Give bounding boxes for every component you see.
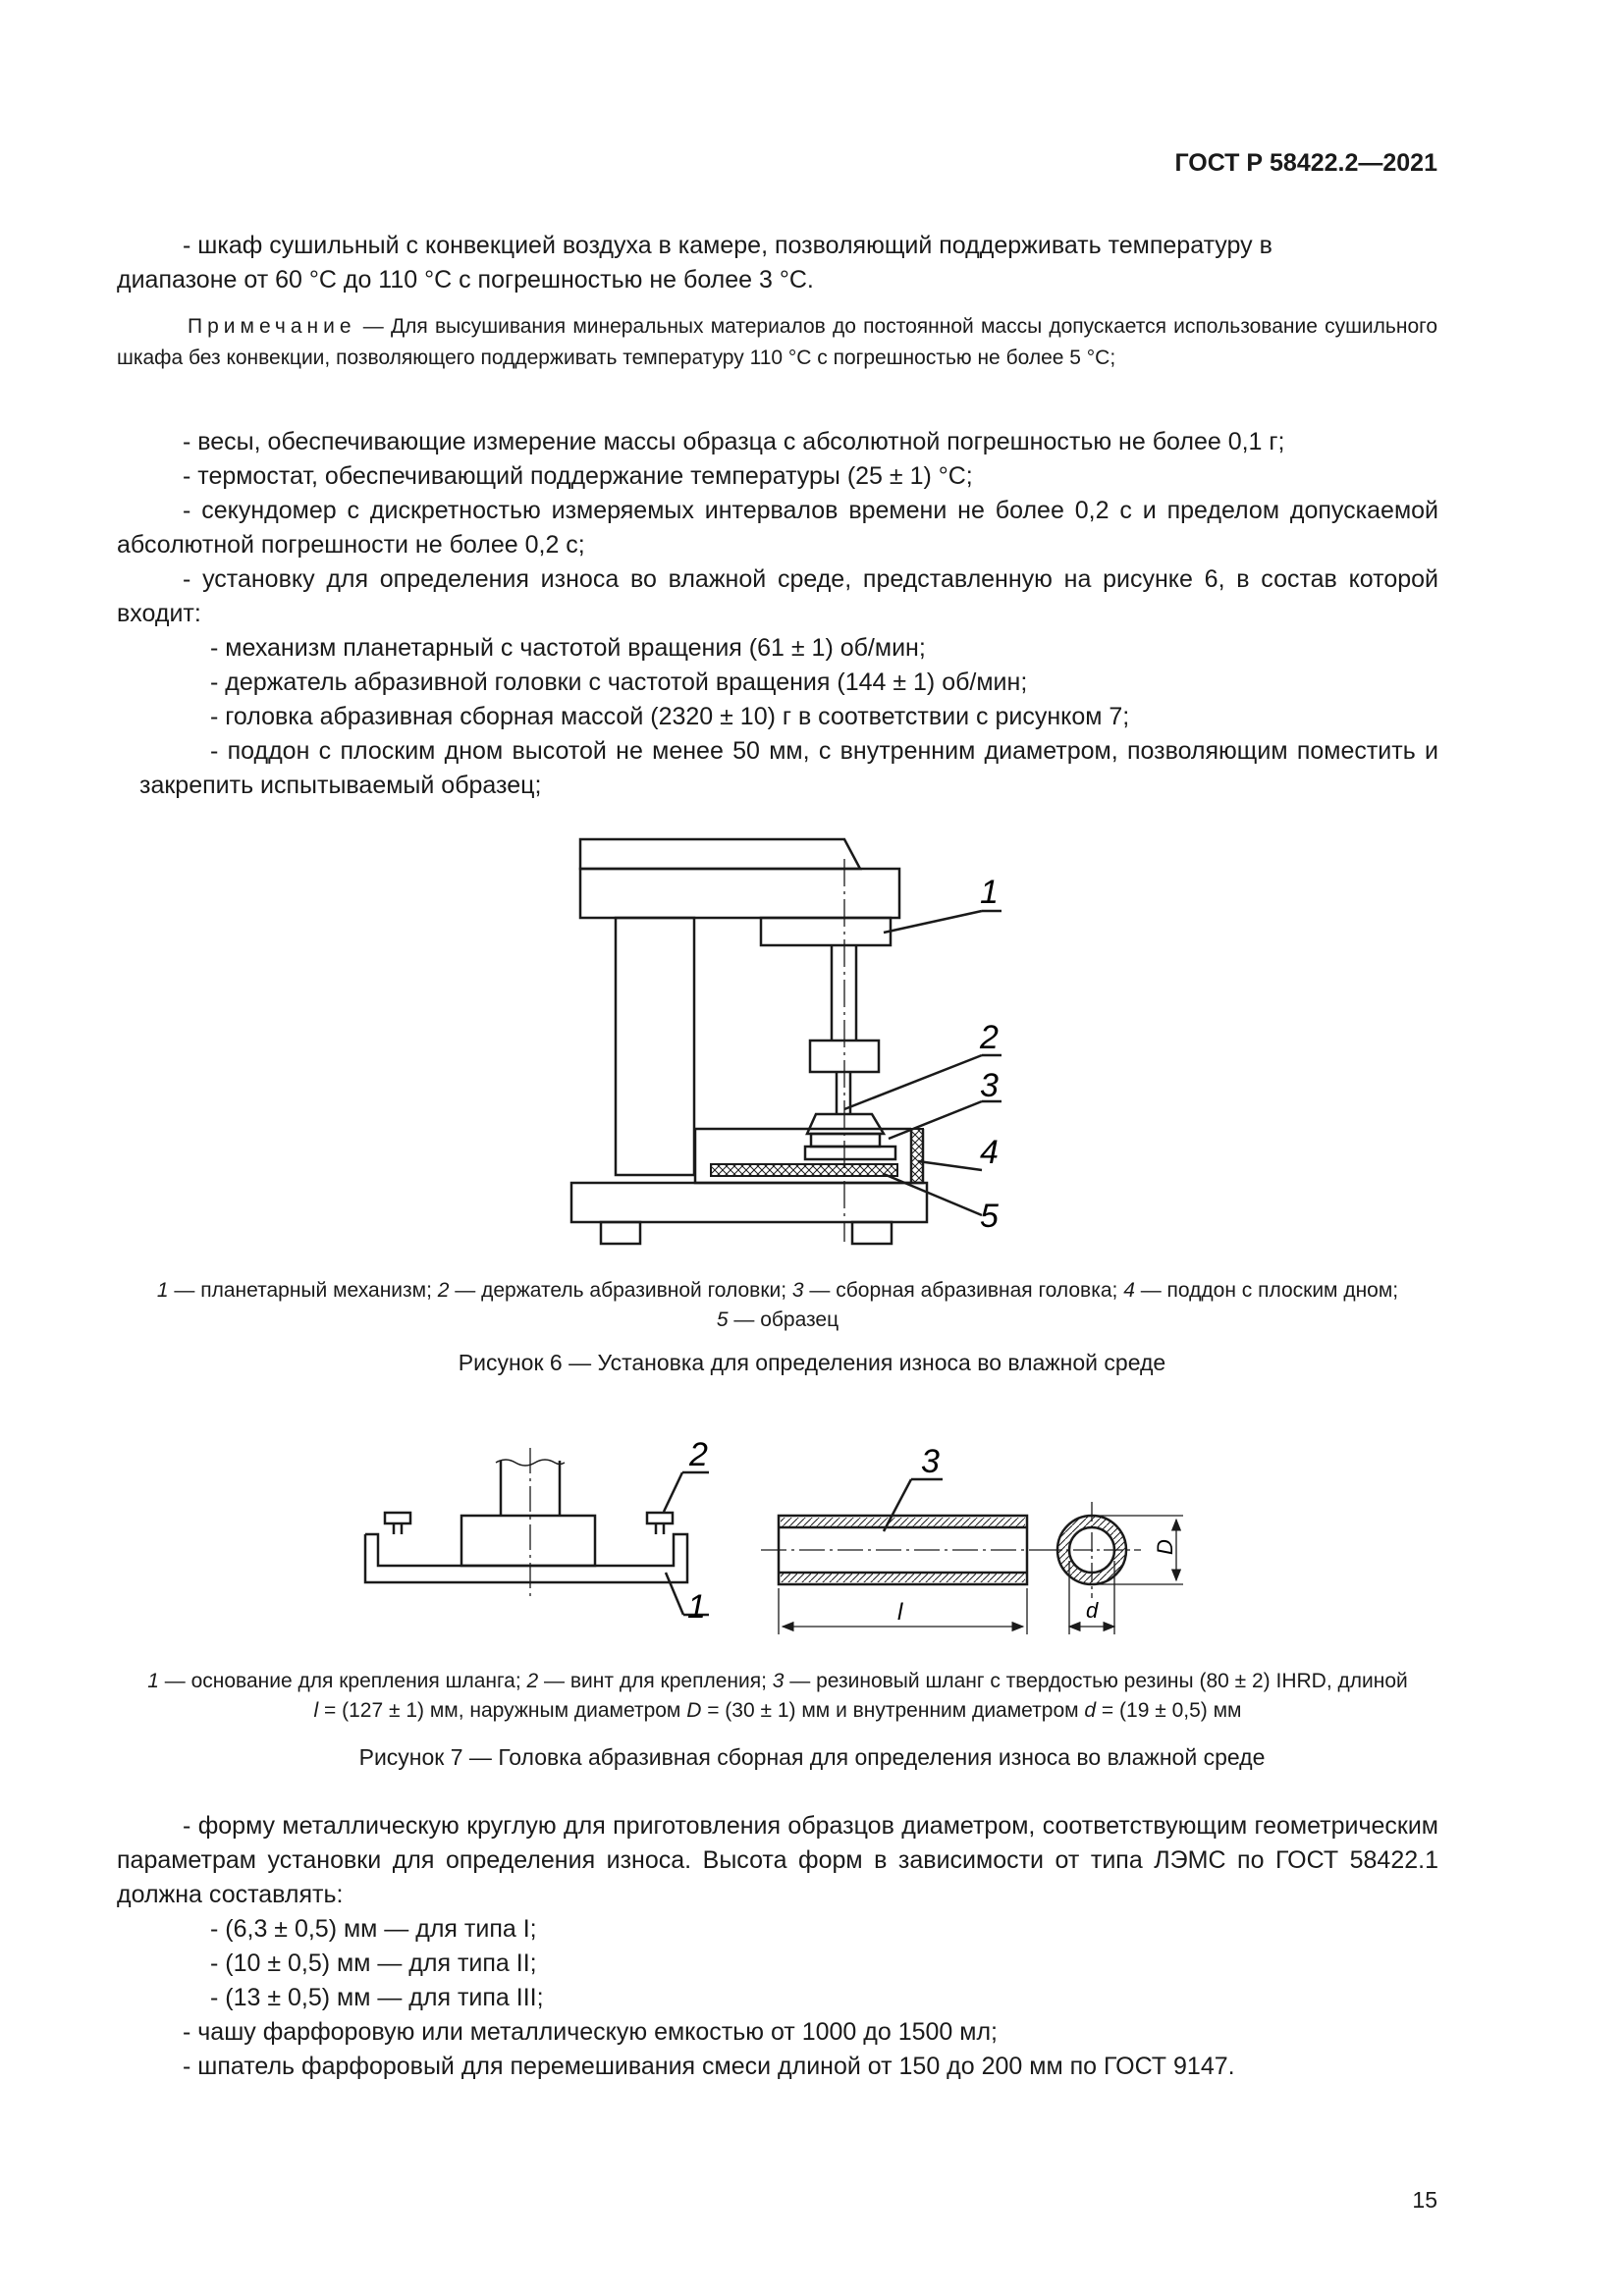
fig6-legend-num-2: 2 [437,1279,450,1302]
fig6-column [616,918,694,1175]
fig7-legend-D: D [686,1699,702,1722]
fig6-callout-2: 2 [980,1019,999,1056]
item-spatula: - шпатель фарфоровый для перемешивания смеси длиной от 150 до 200 мм по ГОСТ 9147. [183,2053,1235,2080]
mold-type-3: - (13 ± 0,5) мм — для типа III; [210,1984,544,2011]
fig7-base [365,1534,687,1582]
paragraph-drying-cabinet-line2: диапазоне от 60 °С до 110 °С с погрешностью не более 3 °С. [117,266,814,294]
fig6-legend-num-1: 1 [156,1279,169,1302]
fig7-screw [647,1513,673,1523]
fig7-dim-outer-diameter: D [1153,1539,1177,1555]
item-scales: - весы, обеспечивающие измерение массы образца с абсолютной погрешностью не более 0,1 г; [183,428,1285,455]
fig7-legend-l: l [313,1699,319,1722]
mold-type-2: - (10 ± 0,5) мм — для типа II; [210,1949,537,1977]
subitem-holder: - держатель абразивной головки с частотой вращения (144 ± 1) об/мин; [210,668,1028,696]
fig6-legend-text-2: — держатель абразивной головки; [449,1279,792,1302]
fig6-legend-num-5: 5 [716,1308,729,1331]
paragraph-drying-cabinet-line1: - шкаф сушильный с конвекцией воздуха в камере, позволяющий поддерживать температуру в [183,232,1272,259]
fig6-sample [711,1164,897,1176]
fig6-legend [117,1276,1438,1335]
item-installation: - установку для определения износа во влажной среде, представленную на рисунке 6, в состав которой входит: [117,565,1438,627]
mold-type-1: - (6,3 ± 0,5) мм — для типа I; [210,1915,537,1943]
fig7-dim-inner-diameter: d [1086,1598,1099,1623]
note-lead: Примечание [188,315,356,338]
item-thermostat: - термостат, обеспечивающий поддержание температуры (25 ± 1) °С; [183,462,973,490]
fig7-legend-num-1: 1 [147,1670,159,1692]
subitem-head: - головка абразивная сборная массой (2320 ± 10) г в соответствии с рисунком 7; [210,703,1130,730]
subitem-planetary: - механизм планетарный с частотой вращения (61 ± 1) об/мин; [210,634,926,662]
fig7-legend-text-2: — винт для крепления; [538,1670,773,1692]
fig6-abrasive-head [807,1114,884,1134]
fig7-legend [117,1667,1438,1726]
fig7-legend-num-2: 2 [526,1670,539,1692]
fig6-callout-1: 1 [980,874,999,911]
note-block [117,311,1437,374]
fig6-legend-text-4: — поддон с плоским дном; [1134,1279,1399,1302]
fig6-base [571,1183,927,1222]
fig7-legend-text-5: = (30 ± 1) мм и внутренним диаметром [701,1699,1085,1722]
fig7-callout-1: 1 [687,1588,706,1626]
item-stopwatch: - секундомер с дискретностью измеряемых интервалов времени не более 0,2 с и пределом допускаемой абсолютной погрешности не более 0,2 с; [117,497,1438,559]
fig7-callout-2: 2 [689,1436,708,1473]
fig6-callout-5: 5 [980,1198,999,1235]
fig6-legend-text-1: — планетарный механизм; [168,1279,438,1302]
fig6-legend-num-3: 3 [791,1279,804,1302]
fig6-top-cap [580,839,860,869]
fig6-planetary-mechanism [761,918,891,945]
fig7-legend-text-1: — основание для крепления шланга; [158,1670,527,1692]
fig7-dim-length: l [897,1599,903,1626]
fig7-legend-text-4: = (127 ± 1) мм, наружным диаметром [318,1699,687,1722]
fig7-title: Рисунок 7 — Головка абразивная сборная для определения износа во влажной среде [358,1744,1266,1770]
fig6-top-head [580,869,899,918]
note-text: — Для высушивания минеральных материалов до постоянной массы допускается использование сушильного шкафа без конвекции, позволяющего поддерживать температуру 110 °С с погрешностью не более 5 °С; [117,315,1437,369]
fig7-legend-num-3: 3 [772,1670,785,1692]
fig7-legend-d: d [1084,1699,1097,1722]
fig6-legend-text-5: — образец [728,1308,839,1331]
fig7-callout-3: 3 [921,1443,940,1480]
fig6-callout-3: 3 [980,1067,999,1104]
page-number: 15 [1412,2187,1437,2213]
fig6-legend-num-4: 4 [1123,1279,1135,1302]
figure-6-drawing [550,825,1011,1256]
fig6-legend-text-3: — сборная абразивная головка; [803,1279,1124,1302]
fig7-legend-text-3: — резиновый шланг с твердостью резины (80 ± 2) IHRD, длиной [784,1670,1408,1692]
fig6-callout-4: 4 [980,1134,999,1171]
paragraph-mold: - форму металлическую круглую для приготовления образцов диаметром, соответствующим геометрическим параметрам установки для определения износа. Высота форм в зависимости от типа ЛЭМС по ГОСТ 58422.1 должна составлять: [117,1812,1438,1908]
fig7-holder-block [461,1516,595,1566]
document-standard-number: ГОСТ Р 58422.2—2021 [1174,149,1437,177]
item-bowl: - чашу фарфоровую или металлическую емкостью от 1000 до 1500 мл; [183,2018,998,2046]
fig7-legend-text-6: = (19 ± 0,5) мм [1096,1699,1242,1722]
fig6-title: Рисунок 6 — Установка для определения износа во влажной среде [458,1350,1166,1375]
subitem-tray: - поддон с плоским дном высотой не менее 50 мм, с внутренним диаметром, позволяющим поместить и закрепить испытываемый образец; [139,737,1438,799]
figure-7-drawing [344,1433,1208,1649]
